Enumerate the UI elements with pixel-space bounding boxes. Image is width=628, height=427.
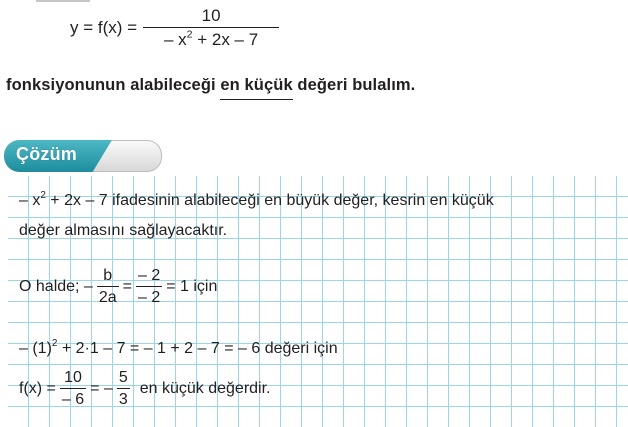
question-text bbox=[6, 76, 415, 95]
result-numerator: 5 bbox=[118, 369, 128, 386]
solution-line-2: değer almasını sağlayacaktır. bbox=[19, 222, 228, 239]
value-numerator: 10 bbox=[64, 369, 82, 386]
line5-mid: = – bbox=[90, 380, 113, 398]
solution-line-4 bbox=[19, 340, 338, 358]
line1-b: + 2x – 7 ifadesinin alabileceği en büyük değer, kesrin en küçük bbox=[45, 192, 494, 209]
line4-a: – (1) bbox=[19, 340, 52, 357]
vertex-denominator: 2a bbox=[97, 286, 119, 307]
vertex-fraction bbox=[97, 267, 119, 308]
equation-fraction bbox=[143, 6, 279, 49]
line1-exponent: 2 bbox=[40, 190, 46, 202]
substituted-numerator: – 2 bbox=[137, 267, 161, 284]
den-exponent: 2 bbox=[186, 28, 193, 41]
line5-suffix: en küçük değerdir. bbox=[139, 380, 271, 398]
badge-label: Çözüm bbox=[16, 144, 77, 164]
top-rule bbox=[36, 0, 90, 2]
den-term-a: – x bbox=[163, 29, 187, 49]
solution-line-5 bbox=[19, 369, 270, 410]
question-after: değeri bulalım. bbox=[292, 76, 416, 94]
line3-equals: = bbox=[122, 278, 132, 296]
result-fraction bbox=[117, 369, 130, 410]
line4-exponent: 2 bbox=[51, 338, 58, 350]
solution-line-3 bbox=[19, 267, 217, 308]
line4-b: + 2·1 – 7 = – 1 + 2 – 7 = – 6 değeri için bbox=[57, 340, 338, 357]
result-denominator: 3 bbox=[117, 388, 130, 409]
line3-suffix: = 1 için bbox=[166, 278, 218, 296]
value-fraction bbox=[60, 369, 86, 410]
solution-line-1 bbox=[19, 192, 494, 210]
function-equation bbox=[70, 6, 279, 49]
line3-prefix: O halde; – bbox=[19, 278, 93, 296]
value-denominator: – 6 bbox=[60, 388, 86, 409]
substituted-denominator: – 2 bbox=[136, 286, 162, 307]
question-emphasis: en küçük bbox=[220, 76, 293, 94]
equation-lhs: y = f(x) = bbox=[70, 17, 138, 37]
solution-badge bbox=[4, 140, 162, 172]
line5-prefix: f(x) = bbox=[19, 380, 56, 398]
vertex-numerator: b bbox=[103, 267, 113, 284]
equation-numerator: 10 bbox=[201, 6, 221, 25]
den-term-b: + 2x – 7 bbox=[192, 29, 259, 49]
line1-a: – x bbox=[19, 192, 41, 209]
equation-denominator bbox=[143, 27, 279, 50]
substituted-fraction bbox=[136, 267, 162, 308]
question-before: fonksiyonunun alabileceği bbox=[6, 76, 221, 94]
